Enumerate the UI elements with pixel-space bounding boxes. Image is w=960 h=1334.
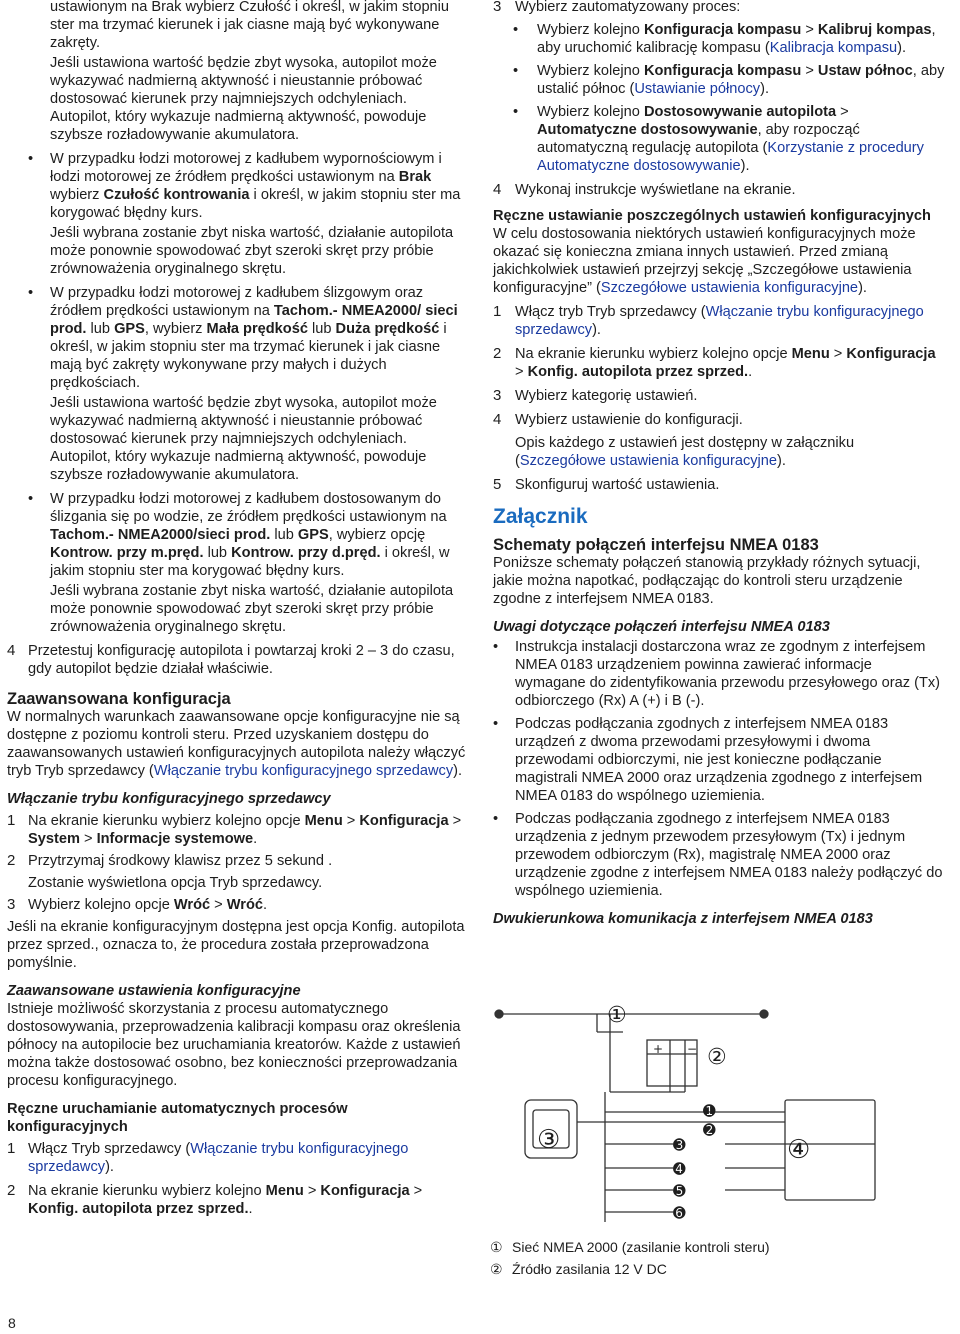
list-item: • Podczas podłączania zgodnych z interfejsem NMEA 0183 urządzeń z dwoma przewodami przesyłowymi i dwoma przewodami odbiorczymi, nie jest konieczne podłączanie magistrali NMEA 2000 oraz urządzenia zgodnego z interfejsem NMEA 0183 do wspólnego uziemienia. [485,715,945,805]
callout-2: ② [707,1045,727,1070]
step: 1 Włącz Tryb sprzedawcy (Włączanie trybu konfiguracyjnego sprzedawcy). [7,1140,409,1175]
subsection-heading: Włączanie trybu konfiguracyjnego sprzedawcy [7,791,331,807]
callout-3: ③ [537,1125,561,1155]
paragraph: Jeśli wybrana zostanie zbyt niska wartość, działanie autopilota może ponownie spowodować zbyt szeroki skręt przy próbie zrównoważenia oryginalnego skrętu. [50,225,454,277]
diagram-heading: Dwukierunkowa komunikacja z interfejsem NMEA 0183 [493,911,873,927]
step: 2 Na ekranie kierunku wybierz kolejno opcje Menu > Konfiguracja > Konfig. autopilota przez sprzed.. [493,345,936,380]
list-item: • W przypadku łodzi motorowej z kadłubem dostosowanym do ślizgania się po wodzie, ze źródłem prędkości ustawionym na Tachom.- NMEA2000/sieci prod. lub GPS, wybierz opcję Kontrow. przy m.pręd. lub Kontrow. przy d.pręd. i określ, w jakim stopniu ster ma korygować błędny kurs. [0,490,470,580]
right-column [485,0,945,928]
list-item: • Podczas podłączania zgodnego z interfejsem NMEA 0183 urządzenia z jednym przewodem przesyłowym (Tx) i jednym przewodem odbiorczym (Rx), magistralę NMEA 2000 oraz urządzenie zgodne z interfejsem NMEA 0183 należy podłączyć do wspólnego uziemienia. [485,810,945,900]
wiring-diagram [485,992,945,1224]
link[interactable]: Włączanie trybu konfiguracyjnego sprzedawcy [28,1141,409,1175]
paragraph: Opis każdego z ustawień jest dostępny w załączniku (Szczegółowe ustawienia konfiguracyjne). [515,435,855,469]
link[interactable]: Włączanie trybu konfiguracyjnego sprzedawcy [515,304,924,338]
wire-6: ➏ [673,1204,686,1222]
paragraph: Jeśli na ekranie konfiguracyjnym dostępna jest opcja Konfig. autopilota przez sprzed., oznacza to, że procedura została przeprowadzona pomyślnie. [7,919,465,971]
wire-2: ➋ [703,1121,716,1139]
paragraph: Jeśli ustawiona wartość będzie zbyt wysoka, autopilot może wykazywać nadmierną aktywność i nieustannie próbować dostosować kierunek przy najmniejszych odchyleniach. Autopilot, który wykazuje nadmierną aktywność, powoduje szybsze rozładowywanie akumulatora. [50,55,437,143]
link[interactable]: Szczegółowe ustawienia konfiguracyjne [600,280,859,296]
callout-4: ④ [787,1135,811,1165]
list-item: • Wybierz kolejno Konfiguracja kompasu > Ustaw północ, aby ustalić północ (Ustawianie północy). [485,62,945,98]
subsection-heading: Zaawansowane ustawienia konfiguracyjne [7,983,301,999]
step: 5 Skonfiguruj wartość ustawienia. [493,476,720,493]
list-item: • Wybierz kolejno Dostosowywanie autopilota > Automatyczne dostosowywanie, aby rozpocząć automatyczną regulację autopilota (Korzystanie z procedury Automatyczne dostosowywanie). [485,103,945,175]
page-number: 8 [8,1315,16,1331]
step: 2 Na ekranie kierunku wybierz kolejno Menu > Konfiguracja > Konfig. autopilota przez sprzed.. [7,1182,423,1217]
step: 3 Wybierz kategorię ustawień. [493,387,698,404]
wire-1: ➊ [703,1102,716,1120]
step: 1 Włącz tryb Tryb sprzedawcy (Włączanie trybu konfiguracyjnego sprzedawcy). [493,303,924,338]
paragraph: Istnieje możliwość skorzystania z procesu automatycznego dostosowywania, przeprowadzenia kalibracji kompasu oraz określenia północy na autopilocie bez uruchamiania kreatorów. Każde z ustawień można także dostosować osobno, bez konieczności przeprowadzania procesu konfiguracyjnego. [7,1001,461,1089]
step: 2 Przytrzymaj środkowy klawisz przez 5 sekund . [7,852,333,869]
step: 4 Przetestuj konfigurację autopilota i powtarzaj kroki 2 – 3 do czasu, gdy autopilot będzie działał właściwie. [7,642,455,677]
wire-4: ➍ [673,1160,686,1178]
link[interactable]: Szczegółowe ustawienia konfiguracyjne [519,453,778,469]
step: 3 Wybierz zautomatyzowany proces: [493,0,741,15]
list-item: • W przypadku łodzi motorowej z kadłubem wypornościowym i łodzi motorowej ze źródłem prędkości ustawionym na Brak wybierz Czułość kontrowania i określ, w jakim stopniu ster ma korygować błędny kurs. [0,150,470,222]
wire-3: ➌ [673,1136,686,1154]
list-item: • Wybierz kolejno Konfiguracja kompasu > Kalibruj kompas, aby uruchomić kalibrację kompasu (Kalibracja kompasu). [485,21,945,57]
link[interactable]: Ustawianie północy [634,81,761,97]
paragraph: W celu dostosowania niektórych ustawień konfiguracyjnych może okazać się konieczna zmiana innych ustawień. Przed zmianą jakichkolwiek ustawień przejrzyj sekcję „Szczegółowe ustawienia konfiguracyjne” (Szczegółowe ustawienia konfiguracyjne). [493,226,916,296]
paragraph: Zostanie wyświetlona opcja Tryb sprzedawcy. [28,875,323,891]
legend-item: ② Źródło zasilania 12 V DC [490,1261,667,1277]
left-column [0,0,470,1218]
list-item: • Instrukcja instalacji dostarczona wraz ze zgodnym z interfejsem NMEA 0183 urządzeniem powinna zawierać informacje wymagane do zidentyfikowania przewodu przesyłowego oraz (Tx) odbiorczego (Rx) A (+) i B (-). [485,638,945,710]
section-heading: Schematy połączeń interfejsu NMEA 0183 [493,536,819,554]
step: 4 Wybierz ustawienie do konfiguracji. [493,411,743,428]
paragraph: W normalnych warunkach zaawansowane opcje konfiguracyjne nie są dostępne z poziomu kontroli steru. Przed uzyskaniem dostępu do zaawansowanych ustawień konfiguracyjnych autopilota należy włączyć tryb Tryb sprzedawcy (Włączanie trybu konfiguracyjnego sprzedawcy). [7,709,466,779]
link[interactable]: Kalibracja kompasu [769,40,898,56]
paragraph: Poniższe schematy połączeń stanowią przykłady różnych sytuacji, jakie można napotkać, podłączając do kontroli steru urządzenie zgodne z interfejsem NMEA 0183. [493,555,921,607]
link[interactable]: Włączanie trybu konfiguracyjnego sprzedawcy [153,763,454,779]
paragraph: Jeśli wybrana zostanie zbyt niska wartość, działanie autopilota może ponownie spowodować zbyt szeroki skręt przy próbie zrównoważenia oryginalnego skrętu. [50,583,454,635]
subsection-heading: Uwagi dotyczące połączeń interfejsu NMEA 0183 [493,619,830,635]
legend-item: ① Sieć NMEA 2000 (zasilanie kontroli steru) [490,1239,770,1255]
section-heading: Zaawansowana konfiguracja [7,690,231,708]
wire-5: ➎ [673,1182,686,1200]
paragraph: ustawionym na Brak wybierz Czułość i określ, w jakim stopniu ster ma trzymać kierunek i jak ciasne mają być wykonywane zakręty. [50,0,450,51]
chapter-heading: Załącznik [493,505,588,528]
paragraph: Jeśli ustawiona wartość będzie zbyt wysoka, autopilot może wykazywać nadmierną aktywność i nieustannie próbować dostosować kierunek przy najmniejszych odchyleniach. Autopilot, który wykazuje nadmierną aktywność, powoduje szybsze rozładowywanie akumulatora. [50,395,437,483]
subsection-heading: Ręczne uruchamianie automatycznych procesów konfiguracyjnych [7,1101,348,1135]
link[interactable]: Korzystanie z procedury Automatyczne dostosowywanie [537,140,924,174]
battery-minus: − [687,1042,698,1056]
step: 3 Wybierz kolejno opcje Wróć > Wróć. [7,896,268,913]
list-item: • W przypadku łodzi motorowej z kadłubem ślizgowym oraz źródłem prędkości ustawionym na Tachom.- NMEA2000/ sieci prod. lub GPS, wybierz Mała prędkość lub Duża prędkość i określ, w jakim stopniu ster ma trzymać kierunek i jak ciasne mają być zakręty wykonywane przy małych i dużych prędkościach. [0,284,470,392]
battery-plus: + [653,1042,664,1056]
subsection-heading: Ręczne ustawianie poszczególnych ustawień konfiguracyjnych [493,208,931,224]
step: 4 Wykonaj instrukcje wyświetlane na ekranie. [493,181,796,198]
callout-1: ① [607,1003,627,1028]
step: 1 Na ekranie kierunku wybierz kolejno opcje Menu > Konfiguracja > System > Informacje systemowe. [7,812,462,847]
